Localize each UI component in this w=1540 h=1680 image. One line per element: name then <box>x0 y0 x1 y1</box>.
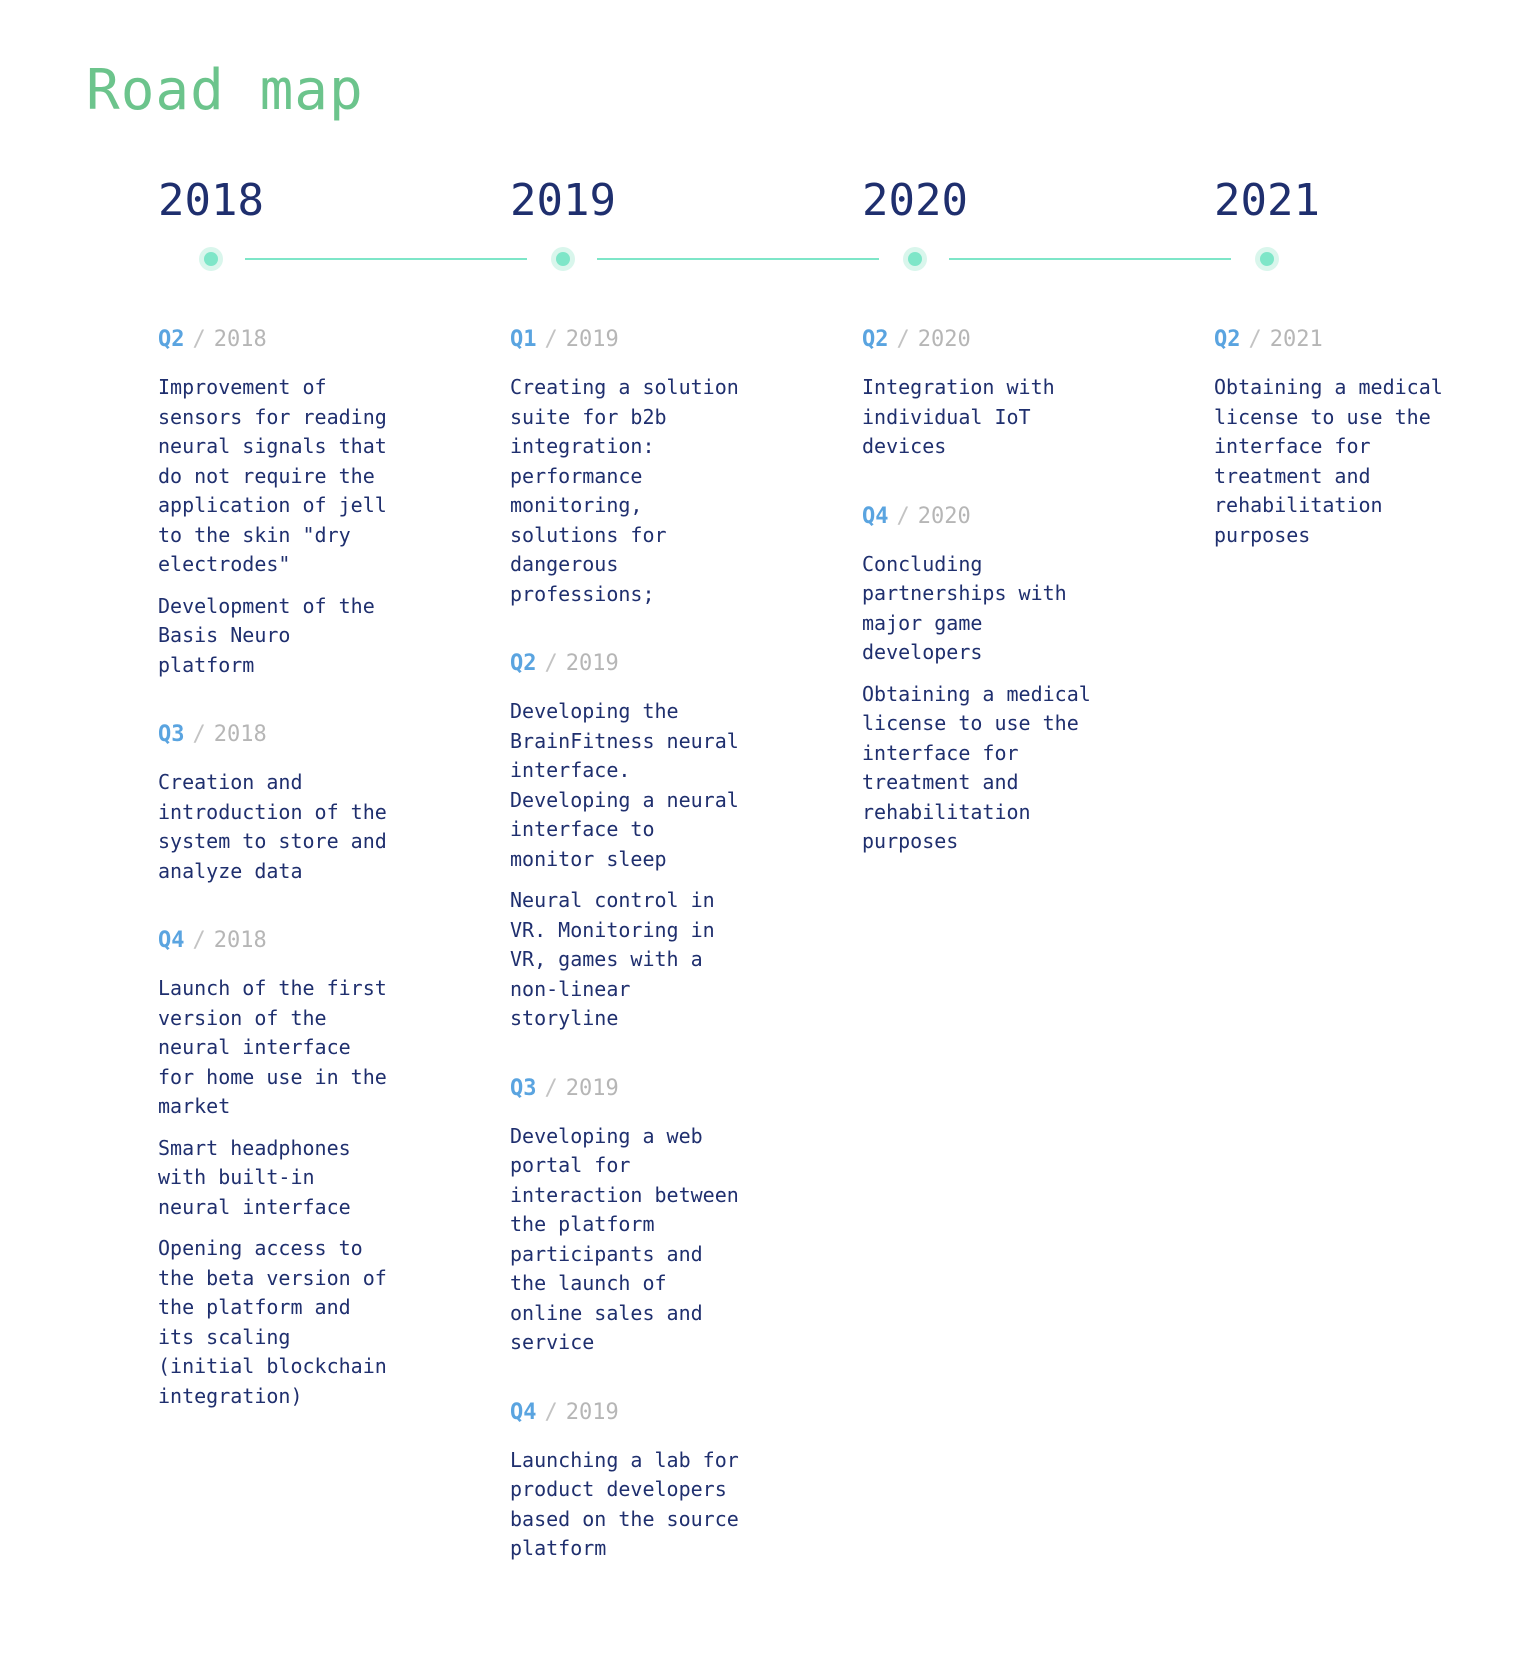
timeline-dot-2018 <box>199 247 223 271</box>
timeline-dot-2020 <box>903 247 927 271</box>
quarter-block <box>158 720 393 886</box>
quarter-header <box>510 1074 745 1104</box>
quarter-header <box>1214 325 1449 355</box>
quarter-label: Q2 <box>1214 327 1241 352</box>
roadmap-item: Improvement of sensors for reading neural signals that do not require the application of jell to the skin "dry electrodes" <box>158 375 387 576</box>
quarter-label: Q2 <box>862 327 889 352</box>
quarter-header <box>158 926 393 956</box>
quarter-separator: / <box>896 327 910 352</box>
quarter-block <box>510 649 745 1034</box>
quarter-separator: / <box>544 651 558 676</box>
quarter-year: 2018 <box>213 722 267 747</box>
roadmap-item: Opening access to the beta version of the platform and its scaling (initial blockchain integration) <box>158 1236 387 1408</box>
quarter-label: Q4 <box>862 503 889 529</box>
quarter-year: 2020 <box>917 503 971 529</box>
roadmap-item: Development of the Basis Neuro platform <box>158 593 375 677</box>
quarter-block <box>158 325 393 680</box>
quarter-header <box>158 720 393 750</box>
quarter-header <box>862 502 1097 532</box>
roadmap-item: Neural control in VR. Monitoring in VR, games with a non-linear storyline <box>510 888 715 1030</box>
timeline-connector <box>597 258 879 260</box>
year-label-2021: 2021 <box>1214 175 1320 226</box>
quarter-year: 2019 <box>565 651 619 676</box>
roadmap-item: Developing the BrainFitness neural interface. Developing a neural interface to monitor sleep <box>510 699 739 871</box>
quarter-separator: / <box>896 503 910 529</box>
quarter-separator: / <box>544 1075 558 1101</box>
quarter-year: 2020 <box>917 327 971 352</box>
year-label-2019: 2019 <box>510 175 616 226</box>
quarter-header <box>862 325 1097 355</box>
column-2019 <box>510 325 745 1604</box>
quarter-separator: / <box>544 327 558 352</box>
timeline <box>0 175 1540 295</box>
roadmap-item: Creation and introduction of the system to store and analyze data <box>158 770 387 883</box>
roadmap-item: Integration with individual IoT devices <box>862 375 1055 458</box>
quarter-block <box>158 926 393 1411</box>
quarter-block <box>510 1398 745 1564</box>
quarter-header <box>510 649 745 679</box>
roadmap-item: Launching a lab for product developers based on the source platform <box>510 1447 739 1560</box>
quarter-year: 2019 <box>565 1075 619 1101</box>
timeline-dot-2019 <box>551 247 575 271</box>
quarter-separator: / <box>192 722 206 747</box>
quarter-block <box>862 502 1097 857</box>
quarter-label: Q4 <box>158 928 185 953</box>
roadmap-item: Concluding partnerships with major game developers <box>862 551 1067 664</box>
quarter-label: Q2 <box>158 327 185 352</box>
quarter-label: Q2 <box>510 651 537 676</box>
quarter-header <box>158 325 393 355</box>
column-2018 <box>158 325 393 1451</box>
year-label-2020: 2020 <box>862 175 968 226</box>
page-title: Road map <box>86 58 364 123</box>
timeline-dot-2021 <box>1255 247 1279 271</box>
quarter-year: 2019 <box>565 327 619 352</box>
quarter-block <box>510 325 745 609</box>
quarter-separator: / <box>192 928 206 953</box>
roadmap-item: Launch of the first version of the neural interface for home use in the market <box>158 976 387 1118</box>
quarter-block <box>1214 325 1449 550</box>
quarter-header <box>510 325 745 355</box>
quarter-label: Q3 <box>158 722 185 747</box>
roadmap-item: Creating a solution suite for b2b integration: performance monitoring, solutions for dangerous professions; <box>510 375 739 606</box>
roadmap-item: Smart headphones with built-in neural interface <box>158 1135 351 1219</box>
quarter-label: Q1 <box>510 327 537 352</box>
quarter-block <box>510 1074 745 1358</box>
quarter-separator: / <box>544 1399 558 1425</box>
quarter-label: Q3 <box>510 1075 537 1101</box>
column-2020 <box>862 325 1097 897</box>
roadmap-item: Developing a web portal for interaction between the platform participants and the launch of online sales and service <box>510 1123 739 1354</box>
quarter-year: 2021 <box>1269 327 1323 352</box>
year-label-2018: 2018 <box>158 175 264 226</box>
roadmap-item: Obtaining a medical license to use the interface for treatment and rehabilitation purposes <box>1214 375 1443 547</box>
quarter-block <box>862 325 1097 462</box>
quarter-year: 2018 <box>213 928 267 953</box>
quarter-label: Q4 <box>510 1399 537 1425</box>
timeline-connector <box>949 258 1231 260</box>
quarter-year: 2019 <box>565 1399 619 1425</box>
roadmap-item: Obtaining a medical license to use the interface for treatment and rehabilitation purposes <box>862 681 1091 853</box>
quarter-header <box>510 1398 745 1428</box>
quarter-separator: / <box>1248 327 1262 352</box>
column-2021 <box>1214 325 1449 590</box>
quarter-year: 2018 <box>213 327 267 352</box>
timeline-connector <box>245 258 527 260</box>
quarter-separator: / <box>192 327 206 352</box>
